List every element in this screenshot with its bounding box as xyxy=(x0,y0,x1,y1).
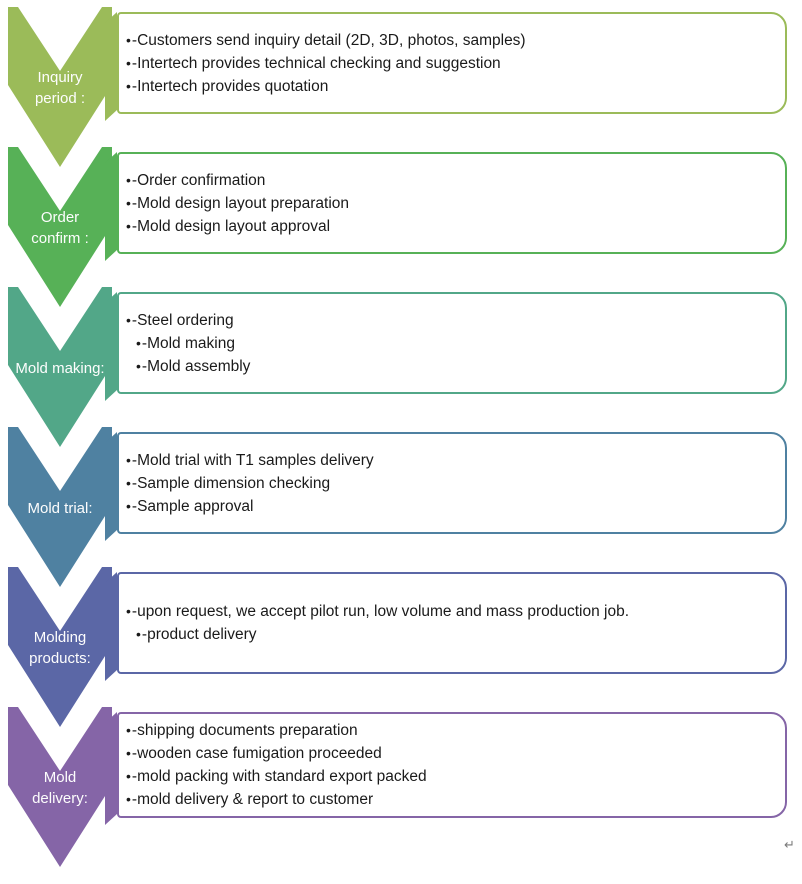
bullet-dot-icon: • xyxy=(126,217,131,234)
bullet-item xyxy=(126,192,773,215)
bullet-dot-icon: • xyxy=(126,745,131,761)
bullet-dot-icon: • xyxy=(126,54,131,71)
bullet-list xyxy=(119,434,785,532)
bullet-text: -Order confirmation xyxy=(131,171,266,189)
bullet-text: -Mold trial with T1 samples delivery xyxy=(131,451,374,469)
bullet-item xyxy=(126,449,773,472)
stage-label: Inquiry period : xyxy=(34,69,86,107)
bullet-text: -Mold assembly xyxy=(141,357,251,375)
stage-detail-box xyxy=(117,572,787,674)
bullet-text: -Intertech provides technical checking and suggestion xyxy=(131,54,501,72)
box-left-accent xyxy=(105,712,117,825)
stage-label: Molding products: xyxy=(29,629,91,667)
bullet-item xyxy=(126,495,773,518)
stage-detail-box xyxy=(117,292,787,394)
bullet-text: -Intertech provides quotation xyxy=(131,77,329,95)
bullet-text: -mold delivery & report to customer xyxy=(131,791,374,808)
bullet-item xyxy=(126,719,773,742)
bullet-item xyxy=(126,215,773,238)
stage-detail-box xyxy=(117,152,787,254)
box-left-accent xyxy=(105,572,117,681)
bullet-dot-icon: • xyxy=(126,194,131,211)
bullet-list xyxy=(119,574,785,672)
stage-order-confirm xyxy=(0,140,802,280)
bullet-dot-icon: • xyxy=(126,474,131,491)
bullet-list xyxy=(119,714,785,816)
stage-detail-box xyxy=(117,712,787,818)
box-left-accent xyxy=(105,432,117,541)
bullet-dot-icon: • xyxy=(126,768,131,784)
bullet-dot-icon: • xyxy=(126,451,131,468)
bullet-item xyxy=(126,309,773,332)
bullet-list xyxy=(119,14,785,112)
bullet-text: -Sample dimension checking xyxy=(131,474,331,492)
bullet-item xyxy=(126,788,773,811)
stage-detail-box xyxy=(117,432,787,534)
bullet-dot-icon: • xyxy=(126,77,131,94)
bullet-dot-icon: • xyxy=(126,722,131,738)
stage-mold-making xyxy=(0,280,802,420)
bullet-text: -Mold design layout approval xyxy=(131,217,331,235)
bullet-dot-icon: • xyxy=(136,357,141,374)
bullet-dot-icon: • xyxy=(126,171,131,188)
bullet-item xyxy=(126,169,773,192)
stage-label: Mold trial: xyxy=(27,499,93,517)
bullet-text: -product delivery xyxy=(141,626,257,643)
bullet-text: -Steel ordering xyxy=(131,311,234,329)
bullet-item xyxy=(126,623,773,646)
bullet-dot-icon: • xyxy=(136,334,141,351)
stage-detail-box xyxy=(117,12,787,114)
stage-molding-products xyxy=(0,560,802,700)
bullet-item xyxy=(126,600,773,623)
bullet-item xyxy=(126,29,773,52)
bullet-dot-icon: • xyxy=(126,31,131,48)
bullet-text: -mold packing with standard export packed xyxy=(131,768,427,785)
bullet-item xyxy=(126,355,773,378)
bullet-dot-icon: • xyxy=(126,311,131,328)
stage-label: Mold making: xyxy=(15,359,105,377)
bullet-text: -Sample approval xyxy=(131,497,254,515)
bullet-item xyxy=(126,765,773,788)
bullet-dot-icon: • xyxy=(136,626,141,642)
bullet-text: -Mold design layout preparation xyxy=(131,194,350,212)
bullet-text: -wooden case fumigation proceeded xyxy=(131,745,382,762)
bullet-item xyxy=(126,75,773,98)
bullet-text: -Mold making xyxy=(141,334,235,352)
bullet-list xyxy=(119,294,785,392)
bullet-dot-icon: • xyxy=(126,791,131,807)
box-left-accent xyxy=(105,292,117,401)
bullet-dot-icon: • xyxy=(126,497,131,514)
bullet-text: -upon request, we accept pilot run, low volume and mass production job. xyxy=(131,603,630,620)
bullet-item xyxy=(126,742,773,765)
paragraph-return-mark: ↵ xyxy=(784,837,795,852)
bullet-item xyxy=(126,332,773,355)
stage-inquiry-period xyxy=(0,0,802,140)
box-left-accent xyxy=(105,152,117,261)
bullet-text: -shipping documents preparation xyxy=(131,722,358,739)
bullet-dot-icon: • xyxy=(126,603,131,619)
bullet-text: -Customers send inquiry detail (2D, 3D, photos, samples) xyxy=(131,31,526,49)
bullet-item xyxy=(126,472,773,495)
box-left-accent xyxy=(105,12,117,121)
stage-label: Mold delivery: xyxy=(32,769,88,807)
stage-mold-trial xyxy=(0,420,802,560)
stage-mold-delivery xyxy=(0,700,802,840)
stage-label: Order confirm : xyxy=(31,209,89,247)
bullet-item xyxy=(126,52,773,75)
bullet-list xyxy=(119,154,785,252)
